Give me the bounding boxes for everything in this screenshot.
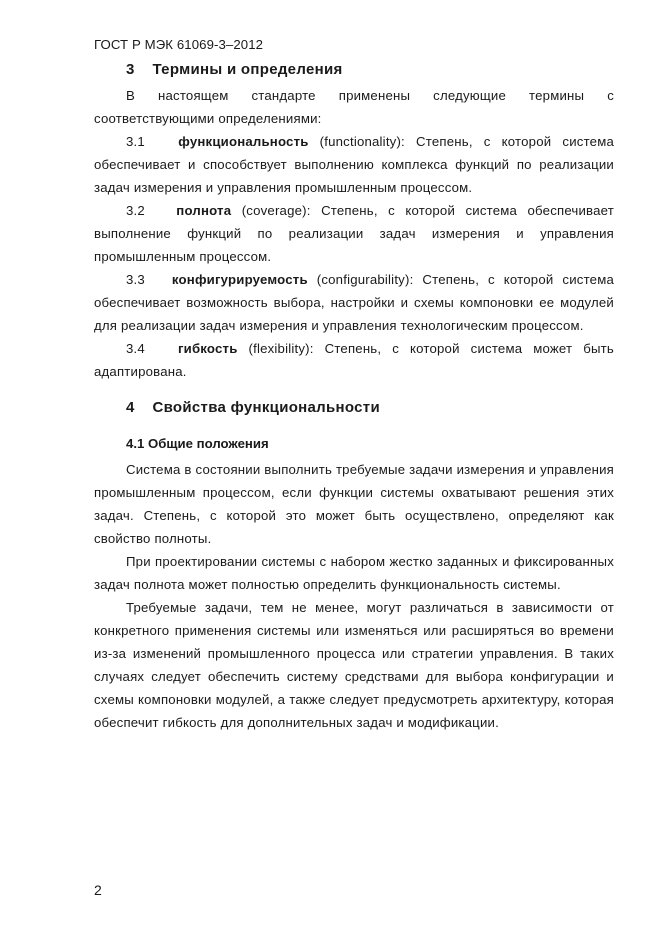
section-3-intro: В настоящем стандарте применены следующие термины с соответствующими определениями: — [94, 88, 614, 126]
section-4-paragraph-2: При проектировании системы с набором жестко заданных и фиксированных задач полнота может полностью определить функциональность системы. — [94, 554, 614, 592]
section-3-heading — [94, 61, 614, 78]
section-4-heading — [94, 399, 614, 416]
section-4-paragraph-3: Требуемые задачи, тем не менее, могут различаться в зависимости от конкретного применения системы или изменяться или расширяться во времени из-за изменений промышленного процесса или стратегии управления. В таких случаях следует обеспечить систему средствами для выбора конфигурации и схемы компоновки модулей, а также следует предусмотреть архитектуру, которая обеспечит гибкость для дополнительных задач и модификации. — [94, 600, 614, 730]
section-3-title: Термины и определения — [152, 61, 343, 78]
term-3-3 — [94, 268, 614, 337]
term-3-3-definition: (configurability): Степень, с которой система обеспечивает возможность выбора, настройки и схемы компоновки ее модулей для реализации задач измерения и управления технологическим процессом. — [94, 272, 614, 333]
term-3-1-name: функциональность — [178, 134, 309, 149]
term-3-3-number: 3.3 — [126, 272, 145, 287]
term-3-4-number: 3.4 — [126, 341, 145, 356]
term-3-2-number: 3.2 — [126, 203, 145, 218]
section-3-number: 3 — [126, 61, 135, 78]
term-3-4-name: гибкость — [177, 341, 238, 356]
term-3-2 — [94, 199, 614, 268]
term-3-1-number: 3.1 — [126, 134, 145, 149]
page-number: 2 — [94, 882, 102, 898]
section-4-number: 4 — [126, 399, 135, 416]
term-3-3-name: конфигурируемость — [171, 272, 308, 287]
section-4-paragraph-1: Система в состоянии выполнить требуемые задачи измерения и управления промышленным процессом, если функции системы охватывают решения этих задач. Степень, с которой это может быть осуществлено, определяют как свойство полноты. — [94, 462, 614, 546]
page-content — [94, 61, 614, 734]
term-3-4 — [94, 337, 614, 383]
standard-header: ГОСТ Р МЭК 61069-3–2012 — [94, 37, 264, 52]
term-3-2-definition: (coverage): Степень, с которой система обеспечивает выполнение функций по реализации задач измерения и управления промышленным процессом. — [94, 203, 614, 264]
subsection-4-1-heading: 4.1 Общие положения — [126, 436, 269, 451]
term-3-4-definition: (flexibility): Степень, с которой система может быть адаптирована. — [94, 341, 614, 379]
term-3-1-definition: (functionality): Степень, с которой система обеспечивает и способствует выполнению комплекса функций по реализации задач измерения и управления промышленным процессом. — [94, 134, 614, 195]
section-4-title: Свойства функциональности — [152, 399, 380, 416]
term-3-1 — [94, 130, 614, 199]
term-3-2-name: полнота — [176, 203, 232, 218]
